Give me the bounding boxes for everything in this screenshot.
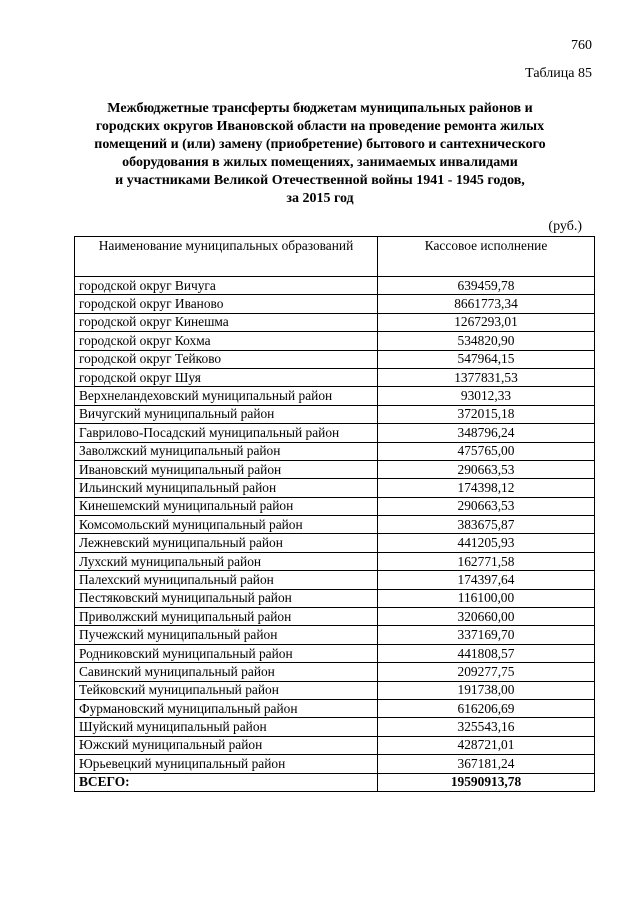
table-row: [75, 332, 595, 350]
table-row: [75, 368, 595, 386]
amount-value: 290663,53: [378, 497, 595, 515]
table-row: [75, 350, 595, 368]
amount-value: 534820,90: [378, 332, 595, 350]
amount-value: 162771,58: [378, 552, 595, 570]
table-body: [75, 277, 595, 792]
amount-value: 209277,75: [378, 663, 595, 681]
municipality-name: городской округ Вичуга: [75, 277, 378, 295]
amount-value: 372015,18: [378, 405, 595, 423]
amount-value: 639459,78: [378, 277, 595, 295]
table-row: [75, 736, 595, 754]
municipality-name: Ильинский муниципальный район: [75, 479, 378, 497]
column-header-name: Наименование муниципальных образований: [75, 237, 378, 277]
municipality-name: Лежневский муниципальный район: [75, 534, 378, 552]
total-value: 19590913,78: [378, 773, 595, 791]
amount-value: 367181,24: [378, 755, 595, 773]
table-row: [75, 552, 595, 570]
municipality-name: городской округ Кохма: [75, 332, 378, 350]
table-row: [75, 460, 595, 478]
title-line: за 2015 год: [286, 191, 354, 206]
municipality-name: Палехский муниципальный район: [75, 571, 378, 589]
table-row: [75, 387, 595, 405]
municipality-name: Тейковский муниципальный район: [75, 681, 378, 699]
title-line: оборудования в жилых помещениях, занимаемых инвалидами: [122, 155, 518, 170]
table-row: [75, 589, 595, 607]
amount-value: 1267293,01: [378, 313, 595, 331]
municipality-name: Шуйский муниципальный район: [75, 718, 378, 736]
municipality-name: Пестяковский муниципальный район: [75, 589, 378, 607]
municipality-name: Верхнеландеховский муниципальный район: [75, 387, 378, 405]
amount-value: 383675,87: [378, 516, 595, 534]
column-header-amount: Кассовое исполнение: [378, 237, 595, 277]
amount-value: 191738,00: [378, 681, 595, 699]
title-line: Межбюджетные трансферты бюджетам муниципальных районов и: [107, 101, 533, 116]
amount-value: 547964,15: [378, 350, 595, 368]
title-line: и участниками Великой Отечественной войны 1941 - 1945 годов,: [115, 173, 525, 188]
municipality-name: Кинешемский муниципальный район: [75, 497, 378, 515]
table-row: [75, 313, 595, 331]
municipality-name: городской округ Кинешма: [75, 313, 378, 331]
municipality-name: Южский муниципальный район: [75, 736, 378, 754]
amount-value: 174398,12: [378, 479, 595, 497]
municipality-name: Юрьевецкий муниципальный район: [75, 755, 378, 773]
unit-label: (руб.): [548, 219, 582, 234]
table-row: [75, 497, 595, 515]
amount-value: 1377831,53: [378, 368, 595, 386]
municipality-name: Ивановский муниципальный район: [75, 460, 378, 478]
amount-value: 320660,00: [378, 608, 595, 626]
amount-value: 428721,01: [378, 736, 595, 754]
amount-value: 8661773,34: [378, 295, 595, 313]
table-row: [75, 626, 595, 644]
table-row: [75, 644, 595, 662]
municipality-name: Гаврилово-Посадский муниципальный район: [75, 424, 378, 442]
document-title: [60, 100, 580, 208]
table-header-row: [75, 237, 595, 277]
table-row: [75, 663, 595, 681]
municipality-name: Пучежский муниципальный район: [75, 626, 378, 644]
amount-value: 93012,33: [378, 387, 595, 405]
table-row: [75, 479, 595, 497]
amount-value: 441808,57: [378, 644, 595, 662]
page-number: 760: [571, 38, 592, 53]
table-label: Таблица 85: [525, 66, 592, 81]
municipality-name: Родниковский муниципальный район: [75, 644, 378, 662]
amount-value: 325543,16: [378, 718, 595, 736]
table-row: [75, 755, 595, 773]
municipality-name: Вичугский муниципальный район: [75, 405, 378, 423]
table-row: [75, 295, 595, 313]
transfers-table: [74, 236, 595, 792]
amount-value: 174397,64: [378, 571, 595, 589]
municipality-name: Комсомольский муниципальный район: [75, 516, 378, 534]
title-line: помещений и (или) замену (приобретение) бытового и сантехнического: [94, 137, 546, 152]
municipality-name: Савинский муниципальный район: [75, 663, 378, 681]
table-row: [75, 534, 595, 552]
table-row: [75, 681, 595, 699]
amount-value: 616206,69: [378, 699, 595, 717]
table-row: [75, 718, 595, 736]
municipality-name: Фурмановский муниципальный район: [75, 699, 378, 717]
table-row: [75, 442, 595, 460]
amount-value: 337169,70: [378, 626, 595, 644]
amount-value: 348796,24: [378, 424, 595, 442]
total-row: [75, 773, 595, 791]
table-row: [75, 424, 595, 442]
title-line: городских округов Ивановской области на проведение ремонта жилых: [95, 119, 545, 134]
municipality-name: Лухский муниципальный район: [75, 552, 378, 570]
amount-value: 116100,00: [378, 589, 595, 607]
municipality-name: Приволжский муниципальный район: [75, 608, 378, 626]
municipality-name: Заволжский муниципальный район: [75, 442, 378, 460]
table-row: [75, 516, 595, 534]
amount-value: 441205,93: [378, 534, 595, 552]
amount-value: 475765,00: [378, 442, 595, 460]
table-row: [75, 608, 595, 626]
municipality-name: городской округ Тейково: [75, 350, 378, 368]
municipality-name: городской округ Иваново: [75, 295, 378, 313]
table-row: [75, 405, 595, 423]
table-row: [75, 277, 595, 295]
amount-value: 290663,53: [378, 460, 595, 478]
table-row: [75, 571, 595, 589]
municipality-name: городской округ Шуя: [75, 368, 378, 386]
table-row: [75, 699, 595, 717]
total-label: ВСЕГО:: [75, 773, 378, 791]
